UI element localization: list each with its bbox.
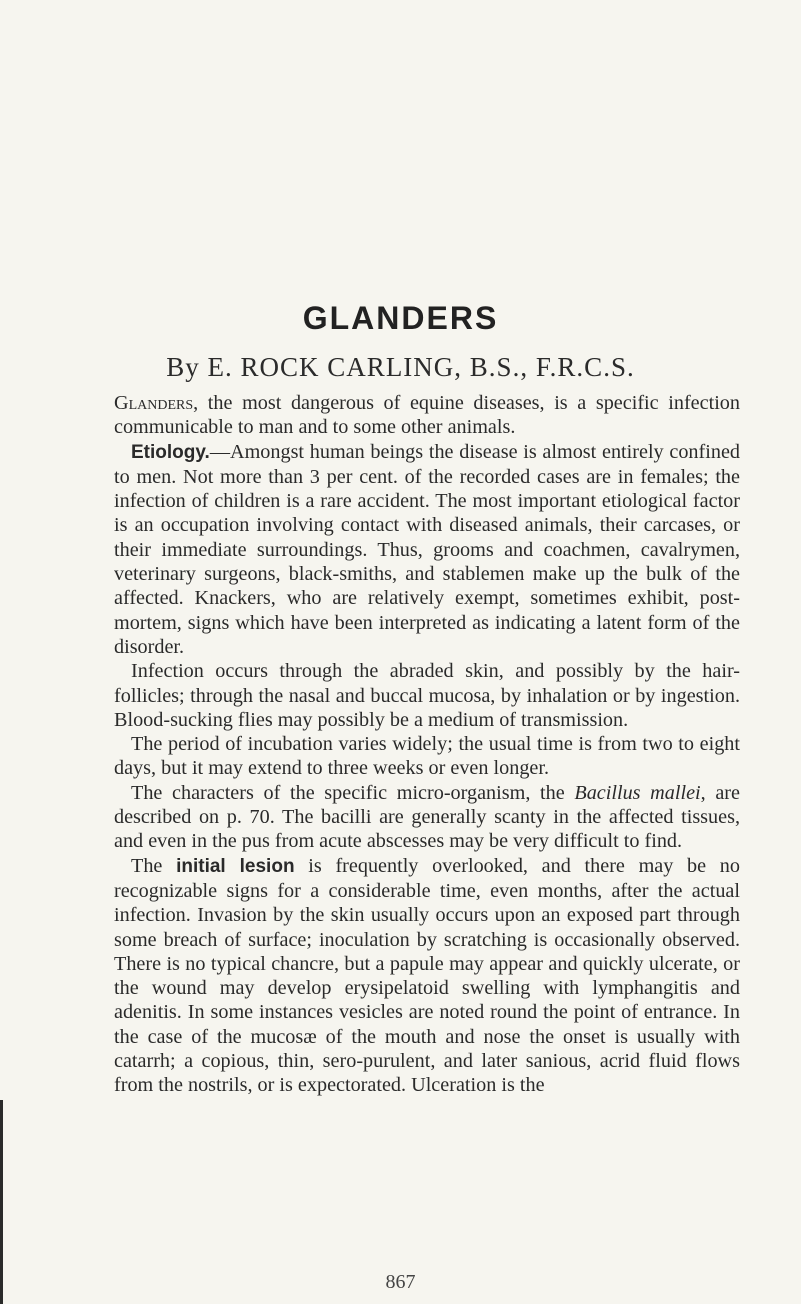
etiology-heading: Etiology. — [131, 441, 210, 463]
article-title: GLANDERS — [302, 300, 499, 336]
intro-lead: Glanders — [114, 392, 194, 414]
page-number: 867 — [385, 1271, 416, 1293]
initial-lesion-paragraph — [114, 854, 740, 1098]
initial-before: The — [131, 854, 177, 877]
intro-text: , the most dangerous of equine diseases, is a specific infection communicable to man and to some other animals. — [114, 392, 740, 439]
infection-paragraph: Infection occurs through the abraded skin, and possibly by the hair-follicles; through the nasal and buccal mucosa, by inhalation or by ingestion. Blood-sucking flies may possibly be a medium of transmission. — [114, 660, 740, 731]
initial-lesion-heading: initial lesion — [176, 855, 295, 877]
initial-after: is frequently overlooked, and there may be no recognizable signs for a considerable time, even months, after the actual infection. Invasion by the skin usually occurs upon an exposed part through some breach of surface; inoculation by scratching is occasionally observed. There is no typical chancre, but a papule may appear and quickly ulcerate, or the wound may develop erysipelatoid swelling with lymphangitis and adenitis. In some instances vesicles are noted round the point of entrance. In the case of the mucosæ of the mouth and nose the onset is usually with catarrh; a copious, thin, sero-purulent, and later sanious, acrid fluid flows from the nostrils, or is expectorated. Ulceration is the — [114, 854, 740, 1097]
characters-before: The characters of the specific micro-organism, the — [131, 781, 575, 804]
characters-after: , are described on p. 70. The bacilli are generally scanty in the affected tissues, and even in the pus from acute abscesses may be very difficult to find. — [114, 781, 740, 853]
page-edge-shadow — [0, 1100, 3, 1304]
article-byline: By E. ROCK CARLING, B.S., F.R.C.S. — [166, 352, 635, 382]
incubation-paragraph: The period of incubation varies widely; the usual time is from two to eight days, but it may extend to three weeks or even longer. — [114, 733, 740, 780]
bacillus-name: Bacillus mallei — [574, 781, 701, 804]
article-body — [114, 391, 740, 1098]
etiology-paragraph — [114, 440, 740, 660]
characters-paragraph — [114, 781, 740, 854]
etiology-text: —Amongst human beings the disease is almost entirely confined to men. Not more than 3 per cent. of the recorded cases are in females; the infection of children is a rare accident. The most important etiological factor is an occupation involving contact with diseased animals, their carcases, or their immediate surroundings. Thus, grooms and coachmen, cavalrymen, veterinary surgeons, black-smiths, and stablemen make up the bulk of the affected. Knackers, who are relatively exempt, sometimes exhibit, post-mortem, signs which have been interpreted as indicating a latent form of the disorder. — [114, 440, 740, 658]
intro-paragraph — [114, 391, 740, 440]
